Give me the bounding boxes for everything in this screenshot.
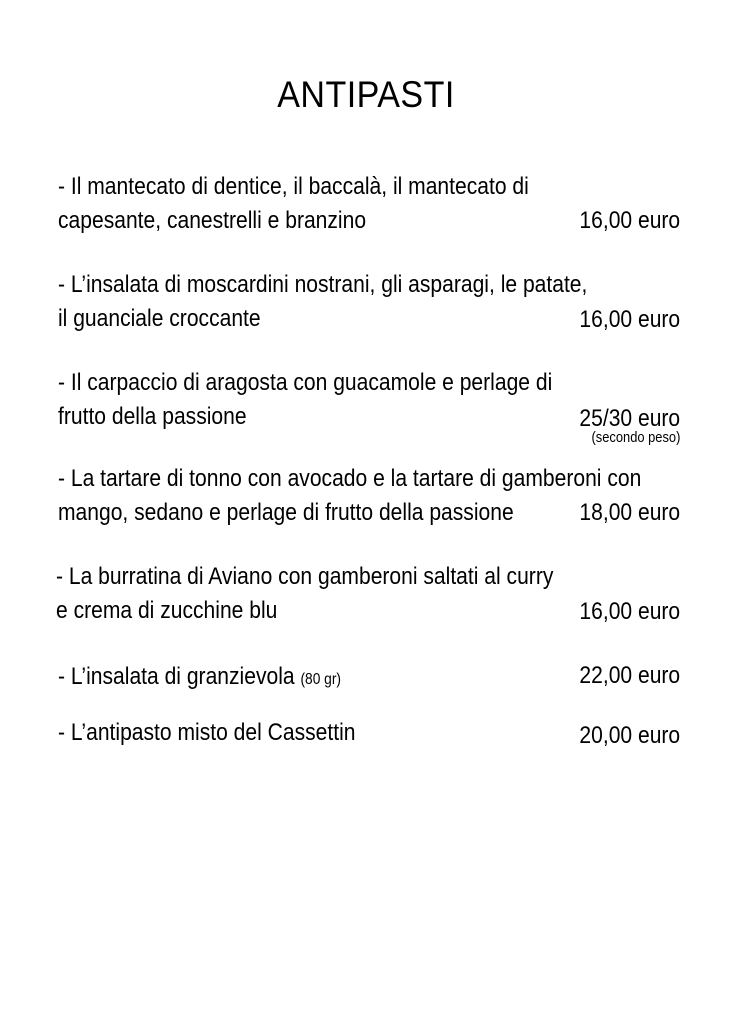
item-description-line: - Il mantecato di dentice, il baccalà, il mantecato di (58, 173, 529, 200)
item-price: 22,00 euro (579, 662, 680, 689)
item-description-line: frutto della passione (58, 403, 247, 430)
item-name: - L’antipasto misto del Cassettin (58, 719, 356, 746)
item-weight: (80 gr) (300, 671, 341, 688)
item-price: 25/30 euro (579, 405, 680, 432)
item-description-line: - La burratina di Aviano con gamberoni saltati al curry (56, 563, 554, 590)
item-price-note: (secondo peso) (591, 429, 680, 446)
item-description-line: e crema di zucchine blu (56, 597, 278, 624)
item-description-line (58, 660, 600, 697)
item-name: - L’insalata di granzievola (58, 663, 295, 690)
item-price: 18,00 euro (579, 499, 680, 526)
item-description-line: - L’insalata di moscardini nostrani, gli asparagi, le patate, (58, 271, 588, 298)
item-price: 16,00 euro (579, 598, 680, 625)
item-description-line: capesante, canestrelli e branzino (58, 207, 367, 234)
item-description-line: - Il carpaccio di aragosta con guacamole e perlage di (58, 369, 553, 396)
item-price: 16,00 euro (579, 207, 680, 234)
item-price: 20,00 euro (579, 722, 680, 749)
item-description-line: - La tartare di tonno con avocado e la tartare di gamberoni con (58, 465, 642, 492)
item-description-line: il guanciale croccante (58, 305, 261, 332)
item-description-line: mango, sedano e perlage di frutto della passione (58, 499, 514, 526)
page-title: ANTIPASTI (277, 74, 455, 115)
item-price: 16,00 euro (579, 306, 680, 333)
